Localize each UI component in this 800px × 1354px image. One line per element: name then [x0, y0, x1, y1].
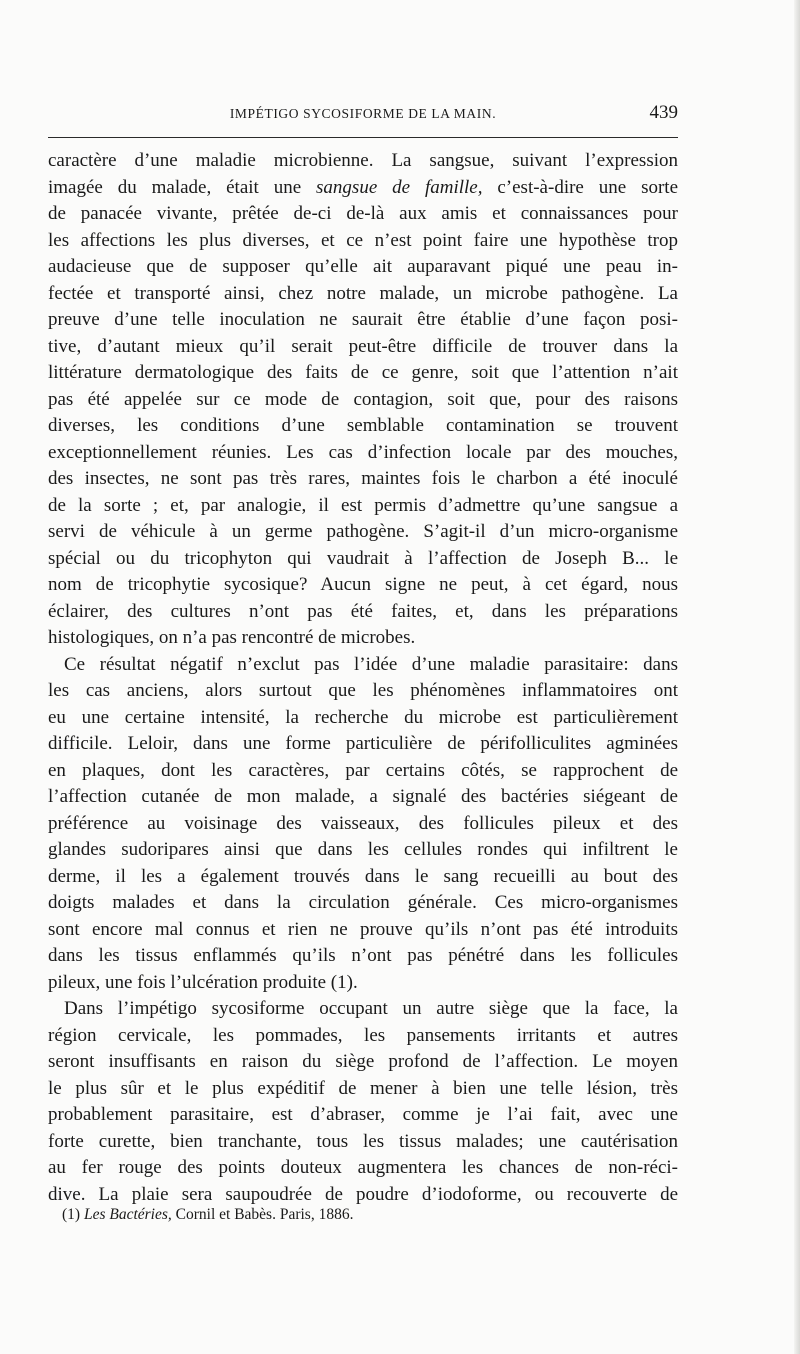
body-text — [48, 148, 678, 1208]
text-line: servi de véhicule à un germe pathogène. S’agit-il d’un micro-organisme — [48, 521, 678, 542]
text-line: diverses, les conditions d’une semblable contamination se trouvent — [48, 415, 678, 436]
text-line — [48, 175, 678, 202]
text-line: pas été appelée sur ce mode de contagion, soit que, pour des raisons — [48, 388, 678, 410]
text-line: dive. La plaie sera saupoudrée de poudre d’iodoforme, ou recouverte de — [48, 1183, 678, 1205]
text-line: difficile. Leloir, dans une forme particulière de périfolliculites agminées — [48, 733, 678, 754]
text-line: sont encore mal connus et rien ne prouve qu’ils n’ont pas été introduits — [48, 918, 678, 940]
text-line: probablement parasitaire, est d’abraser, comme je l’ai fait, avec une — [48, 1104, 678, 1125]
footnote-title: Les Bactéries, — [83, 1206, 172, 1223]
italic-phrase: sangsue de famille, — [316, 176, 483, 198]
text-line: les affections les plus diverses, et ce n’est point faire une hypothèse trop — [48, 229, 678, 251]
text-line: préférence au voisinage des vaisseaux, des follicules pileux et des — [48, 812, 678, 834]
text-line: audacieuse que de supposer qu’elle ait auparavant piqué une peau in- — [48, 256, 678, 277]
text-line: fectée et transporté ainsi, chez notre malade, un microbe pathogène. La — [48, 282, 678, 304]
text-line: derme, il les a également trouvés dans le sang recueilli au bout des — [48, 865, 678, 887]
text-line: éclairer, des cultures n’ont pas été faites, et, dans les préparations — [48, 600, 678, 622]
running-head — [48, 102, 678, 128]
text-segment: imagée du malade, était une — [48, 176, 317, 198]
text-line: en plaques, dont les caractères, par certains côtés, se rapprochent de — [48, 759, 678, 781]
text-line: les cas anciens, alors surtout que les phénomènes inflammatoires ont — [48, 680, 678, 701]
text-line: seront insuffisants en raison du siège profond de l’affection. Le moyen — [48, 1051, 678, 1072]
text-line: littérature dermatologique des faits de ce genre, soit que l’attention n’ait — [48, 362, 678, 383]
footnote — [62, 1206, 353, 1224]
text-line: nom de tricophytie sycosique? Aucun signe ne peut, à cet égard, nous — [48, 574, 678, 595]
page-number: 439 — [649, 102, 678, 123]
text-line: tive, d’autant mieux qu’il serait peut-être difficile de trouver dans la — [48, 335, 678, 357]
footnote-marker: (1) — [62, 1206, 81, 1223]
text-line: histologiques, on n’a pas rencontré de microbes. — [48, 627, 416, 648]
text-line: Dans l’impétigo sycosiforme occupant un autre siège que la face, la — [64, 998, 678, 1019]
header-rule — [48, 137, 678, 138]
text-line: pileux, une fois l’ulcération produite (1). — [48, 971, 358, 993]
text-line: preuve d’une telle inoculation ne saurait être établie d’une façon posi- — [48, 309, 678, 330]
text-line: des insectes, ne sont pas très rares, maintes fois le charbon a été inoculé — [48, 468, 678, 489]
text-line: de panacée vivante, prêtée de-ci de-là aux amis et connaissances pour — [48, 203, 678, 224]
text-line: caractère d’une maladie microbienne. La sangsue, suivant l’expression — [48, 150, 678, 171]
text-line: doigts malades et dans la circulation générale. Ces micro-organismes — [48, 892, 678, 913]
page-edge-shadow — [794, 0, 800, 1354]
text-line: Ce résultat négatif n’exclut pas l’idée d’une maladie parasitaire: dans — [64, 653, 678, 675]
text-line: glandes sudoripares ainsi que dans les cellules rondes qui infiltrent le — [48, 839, 678, 860]
text-line: le plus sûr et le plus expéditif de mener à bien une telle lésion, très — [48, 1077, 678, 1099]
text-line: exceptionnellement réunies. Les cas d’infection locale par des mouches, — [48, 441, 678, 463]
text-line: spécial ou du tricophyton qui vaudrait à l’affection de Joseph B... le — [48, 547, 678, 569]
text-segment: c’est-à-dire une sorte — [482, 176, 678, 198]
running-title: IMPÉTIGO SYCOSIFORME DE LA MAIN. — [229, 106, 497, 121]
footnote-citation: Cornil et Babès. Paris, 1886. — [175, 1206, 354, 1223]
text-line: dans les tissus enflammés qu’ils n’ont pas pénétré dans les follicules — [48, 945, 678, 966]
text-line: eu une certaine intensité, la recherche du microbe est particulièrement — [48, 706, 678, 728]
text-line: de la sorte ; et, par analogie, il est permis d’admettre qu’une sangsue a — [48, 494, 678, 516]
text-line: l’affection cutanée de mon malade, a signalé des bactéries siégeant de — [48, 786, 678, 807]
text-line: au fer rouge des points douteux augmentera les chances de non-réci- — [48, 1157, 678, 1178]
text-line: forte curette, bien tranchante, tous les tissus malades; une cautérisation — [48, 1130, 678, 1152]
text-line: région cervicale, les pommades, les pansements irritants et autres — [48, 1024, 678, 1046]
